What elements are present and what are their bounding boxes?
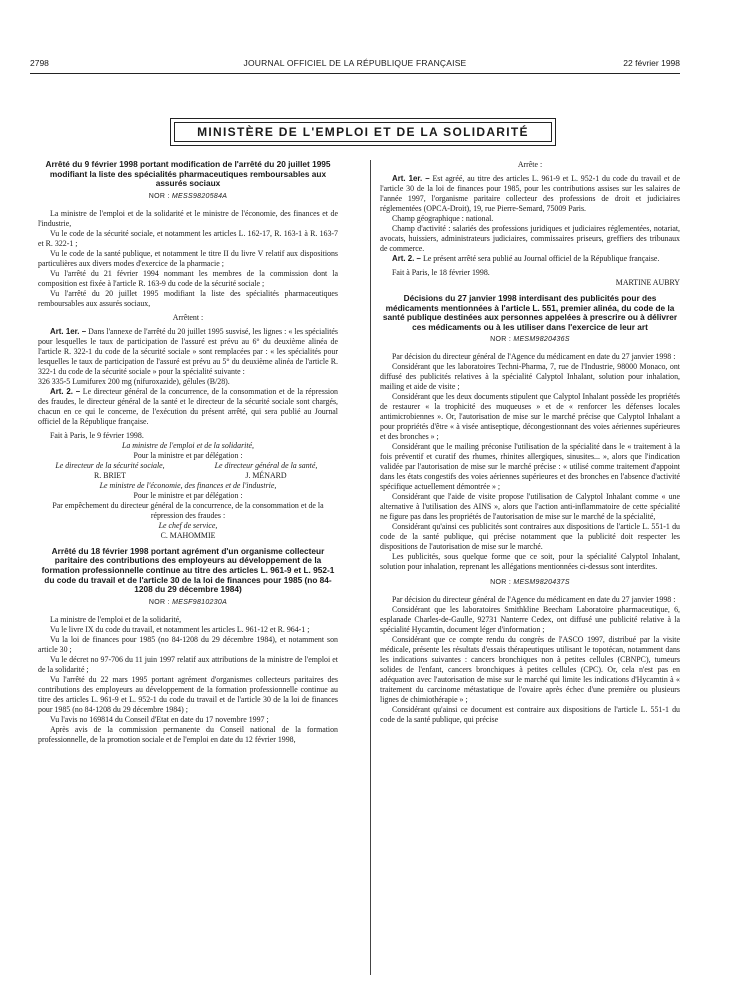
running-header [30, 58, 680, 70]
paragraph: Vu l'arrêté du 21 février 1994 nommant les membres de la commission dont la composition est fixée à l'article R. 163-9 du code de la sécurité sociale ; [38, 268, 338, 288]
paragraph: Par décision du directeur général de l'Agence du médicament en date du 27 janvier 1998 : [392, 595, 676, 605]
decree-1-title: Arrêté du 9 février 1998 portant modification de l'arrêté du 20 juillet 1995 modifiant la liste des spécialités pharmaceutiques remboursables aux assurés sociaux [45, 159, 331, 189]
journal-title: JOURNAL OFFICIEL DE LA RÉPUBLIQUE FRANÇAISE [243, 58, 467, 68]
decree-2-nor: NOR : MESF9810230A [148, 598, 228, 606]
decisions-title: Décisions du 27 janvier 1998 interdisant des publicités pour des médicaments mentionnées à l'article L. 551, premier alinéa, du code de la santé publique destinées aux personnes appelées à prescrire ou à délivrer ces médicaments ou à les utiliser dans l'exercice de leur art [382, 293, 678, 332]
paragraph: Vu la loi de finances pour 1985 (no 84-1208 du 29 décembre 1984), et notamment son article 30 ; [38, 634, 338, 654]
paragraph: La ministre de l'emploi et de la solidarité, [50, 614, 182, 624]
decision-2-nor: NOR : MESM9820437S [490, 579, 570, 587]
paragraph: Vu le code de la sécurité sociale, et notamment les articles L. 162-17, R. 163-1 à R. 163-7 et R. 322-1 ; [38, 228, 338, 248]
fait-a-paris: Fait à Paris, le 18 février 1998. [392, 268, 490, 277]
article-1: Art. 1er. – Est agréé, au titre des articles L. 961-9 et L. 952-1 du code du travail et de l'article 30 de la loi de finances pour 1985, pour les contributions assises sur les salaires de l'année 1997, l'organisme paritaire collecteur des professions de droit et judiciaires réglementées (OPCA-Droit), 19, rue Pierre-Semard, 75009 Paris. [380, 174, 680, 213]
paragraph: Considérant qu'ainsi ces publicités sont contraires aux dispositions de l'article L. 551-1 du code de la santé publique, qui précise notamment que la publicité doit respecter les dispositions de l'autorisation de mise sur le marché. [380, 522, 680, 552]
paragraph: Considérant que les laboratoires Techni-Pharma, 7, rue de l'Industrie, 98000 Monaco, ont diffusé des publicités relatives à la spécialité Calyptol Inhalant, solution pour inhalation, mailing et aide de visite ; [380, 362, 680, 392]
arretent: Arrêtent : [172, 312, 204, 322]
fait-a-paris: Fait à Paris, le 9 février 1998. [50, 430, 144, 440]
paragraph: Considérant que le mailing préconise l'utilisation de la spécialité dans le « traitement à la fois préventif et curatif des rhumes, rhinites allergiques, sinusites... », alors que l'indication validée par l'autorisation de mise sur le marché précise : « utilisé comme traitement d'appoint dans les états congestifs des voies aériennes supérieures et des bronches en l'absence d'activité spécifique actuellement démontrée » ; [380, 442, 680, 492]
paragraph: Considérant que les deux documents stipulent que Calyptol Inhalant possède les propriétés de restaurer « la trophicité des muqueuses » et de « renforcer les défenses locales antimicrobiennes ». Or, l'autorisation de mise sur le marché précise que Calyptol Inhalant a pour propriétés d'être « à visée antiseptique, décongestionnant des voies aériennes supérieures et des bronches » ; [380, 392, 680, 442]
signature-line: Le chef de service, [158, 520, 218, 530]
signatory-name: C. MAHOMMIE [160, 530, 216, 540]
page-number: 2798 [30, 58, 49, 68]
issue-date: 22 février 1998 [623, 58, 680, 68]
paragraph: Considérant que ce compte rendu du congrès de l'ASCO 1997, distribué par la visite médicale, présente les résultats d'essais thérapeutiques utilisant le topotécan, notamment dans les indications suivantes : cancers bronchiques non à petites cellules (CBNPC), tumeurs solides de l'enfant, cancers bronchiques à petites cellules (CPC). Or, cela n'est pas en adéquation avec l'autorisation de mise sur le marché qui limite les indications d'Hycamtin à « traitement du carcinome métastatique de l'ovaire après échec d'une première ou plusieurs lignes de chimiothérapie » ; [380, 635, 680, 705]
paragraph: Vu l'avis no 169814 du Conseil d'Etat en date du 17 novembre 1997 ; [50, 714, 269, 724]
ministry-title: MINISTÈRE DE L'EMPLOI ET DE LA SOLIDARITÉ [197, 125, 529, 139]
specialty-item: 326 335-5 Lumifurex 200 mg (nifuroxazide), gélules (B/28). [38, 376, 230, 386]
article-1: Art. 1er. – Dans l'annexe de l'arrêté du 20 juillet 1995 susvisé, les lignes : « les spécialités pour lesquelles le taux de participation de l'assuré est prévu au 6° du deuxième alinéa de l'article R. 322-1 du code de la sécurité sociale » sont remplacées par : « les spécialités pour lesquelles le taux de participation de l'assuré est prévu au 5° du deuxième alinéa de l'article R. 322-1 du code de la sécurité sociale » pour la spécialité suivante : [38, 326, 338, 376]
paragraph: Vu le décret no 97-706 du 11 juin 1997 relatif aux attributions de la ministre de l'emploi et de la solidarité ; [38, 654, 338, 674]
header-rule [30, 73, 680, 74]
right-column [380, 160, 680, 725]
paragraph: Considérant que les laboratoires Smithkline Beecham Laboratoire pharmaceutique, 6, esplanade Charles-de-Gaulle, 92731 Nanterre Cedex, ont diffusé une publicité relative à la spécialité Hycamtin, document léger d'information ; [380, 605, 680, 635]
article-2: Art. 2. – Le directeur général de la concurrence, de la consommation et de la répression des fraudes, le directeur général de la santé et le directeur de la sécurité sociale sont chargés, chacun en ce qui le concerne, de l'exécution du présent arrêté, qui sera publié au Journal officiel de la République française. [38, 386, 338, 426]
signature-line: Pour le ministre et par délégation : [133, 490, 243, 500]
signature-pair: Le directeur de la sécurité sociale, R. BRIET Le directeur général de la santé, J. MÉNARD [55, 460, 318, 480]
left-column [38, 160, 338, 745]
paragraph: Champ d'activité : salariés des professions juridiques et judiciaires réglementées, notariat, avocats, huissiers, administrateurs judiciaires, commissaires priseurs, greffiers des tribunaux de commerce. [380, 224, 680, 253]
decree-2-title: Arrêté du 18 février 1998 portant agrément d'un organisme collecteur paritaire des contributions des employeurs au développement de la formation professionnelle continue au titre des articles L. 961-9 et L. 952-1 du code du travail et de l'article 30 de la loi de finances pour 1985 (no 84-1208 du 29 décembre 1984) [41, 545, 335, 595]
paragraph: Après avis de la commission permanente du Conseil national de la formation professionnelle, de la promotion sociale et de l'emploi en date du 12 février 1998, [38, 724, 338, 744]
paragraph: Vu l'arrêté du 20 juillet 1995 modifiant la liste des spécialités pharmaceutiques remboursables aux assurés sociaux, [38, 288, 338, 308]
paragraph: La ministre de l'emploi et de la solidarité et le ministre de l'économie, des finances et de l'industrie, [38, 208, 338, 228]
arrete: Arrête : [517, 160, 543, 169]
paragraph: Champ géographique : national. [392, 214, 494, 223]
signatory-name: MARTINE AUBRY [615, 278, 680, 287]
paragraph: Considérant que l'aide de visite propose l'utilisation de Calyptol Inhalant comme « une alternative à l'utilisation des AINS », alors que l'action anti-inflammatoire de cette spécialité ne figure pas dans les propriétés de l'autorisation de mise sur le marché de la spécialité, [380, 492, 680, 522]
signature-line: La ministre de l'emploi et de la solidarité, [121, 440, 255, 450]
paragraph: Vu le livre IX du code du travail, et notamment les articles L. 961-12 et R. 964-1 ; [50, 624, 310, 634]
signature-line: Par empêchement du directeur général de la concurrence, de la consommation et de la répression des fraudes : [52, 500, 324, 520]
column-separator [370, 160, 371, 975]
signature-line: Le ministre de l'économie, des finances et de l'industrie, [99, 480, 277, 490]
decree-1-nor: NOR : MESS9820584A [148, 192, 228, 200]
signature-line: Pour la ministre et par délégation : [133, 450, 243, 460]
paragraph: Considérant qu'ainsi ce document est contraire aux dispositions de l'article L. 551-1 du code de la santé publique, qui précise [380, 705, 680, 725]
paragraph: Vu le code de la santé publique, et notamment le titre II du livre V relatif aux dispositions particulières aux divers modes d'exercice de la pharmacie ; [38, 248, 338, 268]
decision-1-nor: NOR : MESM9820436S [490, 336, 570, 344]
ministry-box [170, 118, 556, 146]
paragraph: Les publicités, sous quelque forme que ce soit, pour la spécialité Calyptol Inhalant, solution pour inhalation, reprenant les allégations mentionnées ci-dessus sont interdites. [380, 552, 680, 572]
paragraph: Vu l'arrêté du 22 mars 1995 portant agrément d'organismes collecteurs paritaires des contributions des employeurs au développement de la formation professionnelle continue au titre des articles L. 961-9 et L. 952-1 du code du travail et de l'article 30 de la loi de finances pour 1985 (no 84-1208 du 29 décembre 1984) ; [38, 674, 338, 714]
article-2: Art. 2. – Le présent arrêté sera publié au Journal officiel de la République française. [392, 254, 660, 263]
paragraph: Par décision du directeur général de l'Agence du médicament en date du 27 janvier 1998 : [392, 352, 676, 362]
